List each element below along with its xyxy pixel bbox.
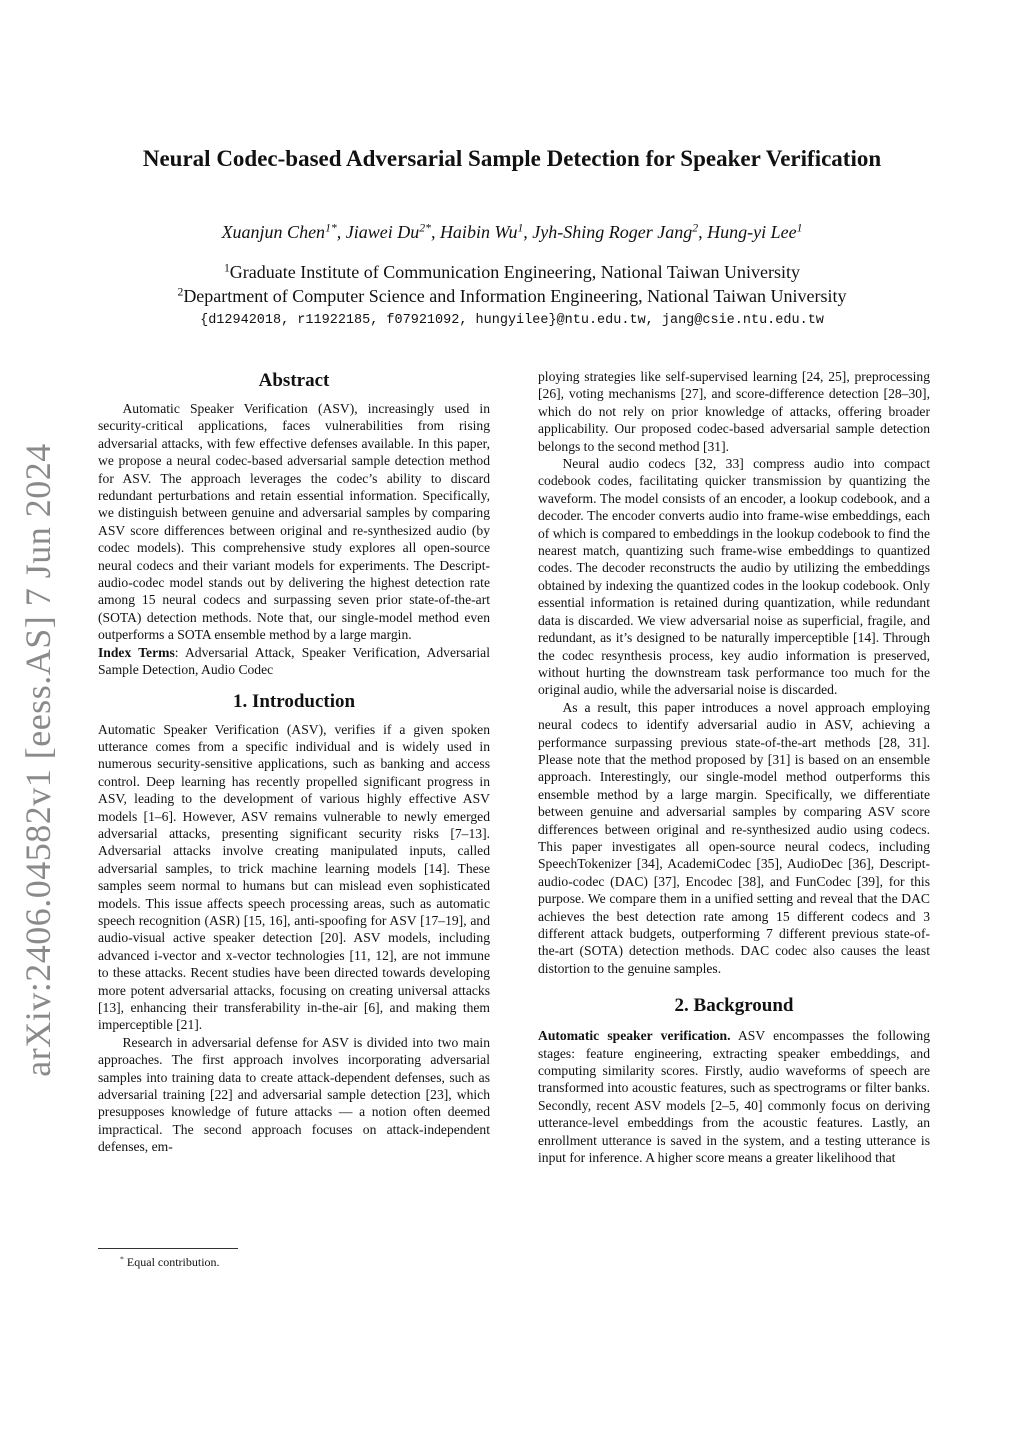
author-affiliation-mark: 2 (692, 221, 699, 235)
footnote-rule (98, 1248, 238, 1249)
author-name: Haibin Wu (439, 222, 518, 242)
left-column (98, 368, 490, 1156)
author-separator: , (430, 222, 440, 242)
author-separator: , (698, 222, 708, 242)
section-heading-background: 2. Background (674, 995, 794, 1017)
author-affiliation-mark: 1* (325, 221, 337, 235)
affiliation-text: Graduate Institute of Communication Engineering, National Taiwan University (229, 262, 801, 282)
section-heading-introduction: 1. Introduction (232, 690, 356, 712)
abstract-heading: Abstract (258, 370, 330, 391)
background-paragraph-1 (538, 1027, 930, 1166)
author-name: Xuanjun Chen (221, 222, 326, 242)
arxiv-stamp-text: arXiv:2406.04582v1 [eess.AS] 7 Jun 2024 (18, 443, 58, 1077)
author-name: Jiawei Du (345, 222, 420, 242)
right-column (538, 368, 930, 1166)
affiliation-mark: 2 (177, 285, 184, 299)
author-affiliation-mark: 1 (796, 221, 803, 235)
author-name: Hung-yi Lee (707, 222, 797, 242)
affiliation-text: Department of Computer Science and Information Engineering, National Taiwan University (183, 286, 847, 306)
intro-paragraph-2-continued: ploying strategies like self-supervised learning [24, 25], preprocessing [26], voting mechanisms [27], and score-difference detection [28–30], which do not rely on prior knowledge of attacks, offering broader applicability. Our proposed codec-based adversarial sample detection belongs to the second method [31]. (538, 369, 930, 454)
abstract-text: Automatic Speaker Verification (ASV), increasingly used in security-critical applications, faces vulnerabilities from rising adversarial attacks, with few effective defenses available. In this paper, we propose a neural codec-based adversarial sample detection method for ASV. The approach leverages the codec’s ability to discard redundant perturbations and retain essential information. Specifically, we distinguish between genuine and adversarial samples by comparing ASV score differences between original and re-synthesized audio (by codec models). This comprehensive study explores all open-source neural codecs and their variant models for experiments. The Descript-audio-codec model stands out by delivering the highest detection rate among 15 neural codecs and surpassing seven prior state-of-the-art (SOTA) detection methods. Note that, our single-model method even outperforms a SOTA ensemble method by a large margin. (98, 401, 490, 643)
index-terms (98, 644, 490, 679)
author-separator: , (523, 222, 533, 242)
affiliation-2 (80, 286, 944, 307)
author-list (80, 222, 944, 243)
background-lead-in: Automatic speaker verification. (538, 1028, 731, 1044)
footnote (98, 1248, 490, 1270)
author-separator: , (336, 222, 346, 242)
arxiv-identifier-stamp (8, 443, 68, 1077)
intro-paragraph-2: Research in adversarial defense for ASV is divided into two main approaches. The first approach involves incorporating adversarial samples into training data to create attack-dependent defenses, such as adversarial training [22] and adversarial sample detection [23], which presupposes knowledge of future attacks — a notion often deemed impractical. The second approach focuses on attack-independent defenses, em- (98, 1034, 490, 1155)
index-terms-label: Index Terms (98, 644, 175, 660)
author-name: Jyh-Shing Roger Jang (532, 222, 693, 242)
footnote-content: Equal contribution. (126, 1255, 220, 1269)
background-text: ASV encompasses the following stages: feature engineering, extracting speaker embeddings, and computing similarity scores. Firstly, audio waveforms of speech are transformed into acoustic features, such as spectrograms or filter banks. Secondly, recent ASV models [2–5, 40] commonly focus on deriving utterance-level embeddings from the acoustic features. Lastly, an enrollment utterance is saved in the system, and a testing utterance is input for inference. A higher score means a greater likelihood that (538, 1028, 931, 1166)
index-terms-text: : Adversarial Attack, Speaker Verification, Adversarial Sample Detection, Audio Codec (98, 644, 490, 678)
author-affiliation-mark: 1 (517, 221, 524, 235)
author-emails: {d12942018, r11922185, f07921092, hungyilee}@ntu.edu.tw, jang@csie.ntu.edu.tw (200, 313, 824, 328)
affiliation-1 (80, 262, 944, 283)
footnote-text (98, 1255, 490, 1270)
paper-title: Neural Codec-based Adversarial Sample Detection for Speaker Verification (142, 146, 882, 171)
affiliation-mark: 1 (223, 261, 230, 275)
footnote-mark: * (120, 1254, 124, 1264)
intro-paragraph-4: As a result, this paper introduces a novel approach employing neural codecs to identify adversarial audio in ASV, achieving a performance surpassing previous state-of-the-art methods [28, 31]. Please note that the method proposed by [31] is based on an ensemble approach. Interestingly, our single-model method outperforms this ensemble method by a large margin. Specifically, we differentiate between genuine and adversarial samples by comparing ASV score differences between original and re-synthesized audio using codecs. This paper investigates all open-source neural codecs, including SpeechTokenizer [34], AcademiCodec [35], AudioDec [36], Descript-audio-codec (DAC) [37], Encodec [38], and FunCodec [39], for this purpose. We compare them in a unified setting and reveal that the DAC achieves the best detection rate among 15 different codecs and 3 different attack budgets, outperforming 7 different previous state-of-the-art (SOTA) detection methods. DAC codec also causes the least distortion to the genuine samples. (538, 699, 930, 976)
author-affiliation-mark: 2* (419, 221, 431, 235)
intro-paragraph-1: Automatic Speaker Verification (ASV), verifies if a given spoken utterance comes from a specific individual and is widely used in numerous security-sensitive applications, such as banking and access control. Deep learning has recently propelled significant progress in ASV, leading to the development of various highly effective ASV models [1–6]. However, ASV remains vulnerable to newly emerged adversarial attacks, presenting significant security risks [7–13]. Adversarial attacks involve creating manipulated inputs, called adversarial samples, to trick machine learning models [14]. These samples seem normal to humans but can mislead even sophisticated models. This issue affects speech processing areas, such as automatic speech recognition (ASR) [15, 16], anti-spoofing for ASV [17–19], and audio-visual active speaker detection [20]. ASV models, including advanced i-vector and x-vector technologies [11, 12], are not immune to these attacks. Recent studies have been directed towards developing more potent adversarial attacks, focusing on creating universal attacks [13], enhancing their transferability in-the-air [6], and making them imperceptible [21]. (98, 721, 490, 1033)
intro-paragraph-3: Neural audio codecs [32, 33] compress audio into compact codebook codes, facilitating quicker transmission by quantizing the waveform. The model consists of an encoder, a lookup codebook, and a decoder. The encoder converts audio into frame-wise embeddings, each of which is compared to embeddings in the lookup codebook to find the nearest match, quantizing such frame-wise embeddings to quantized codes. The decoder reconstructs the audio by utilizing the embeddings obtained by indexing the quantized codes in the lookup codebook. Only essential information is retained during quantization, while redundant data is discarded. We view adversarial noise as superficial, fragile, and redundant, as it’s designed to be naturally imperceptible [14]. Through the codec resynthesis process, key audio information is preserved, without hurting the downstream task performance too much for the original audio, while the adversarial noise is discarded. (538, 456, 930, 698)
